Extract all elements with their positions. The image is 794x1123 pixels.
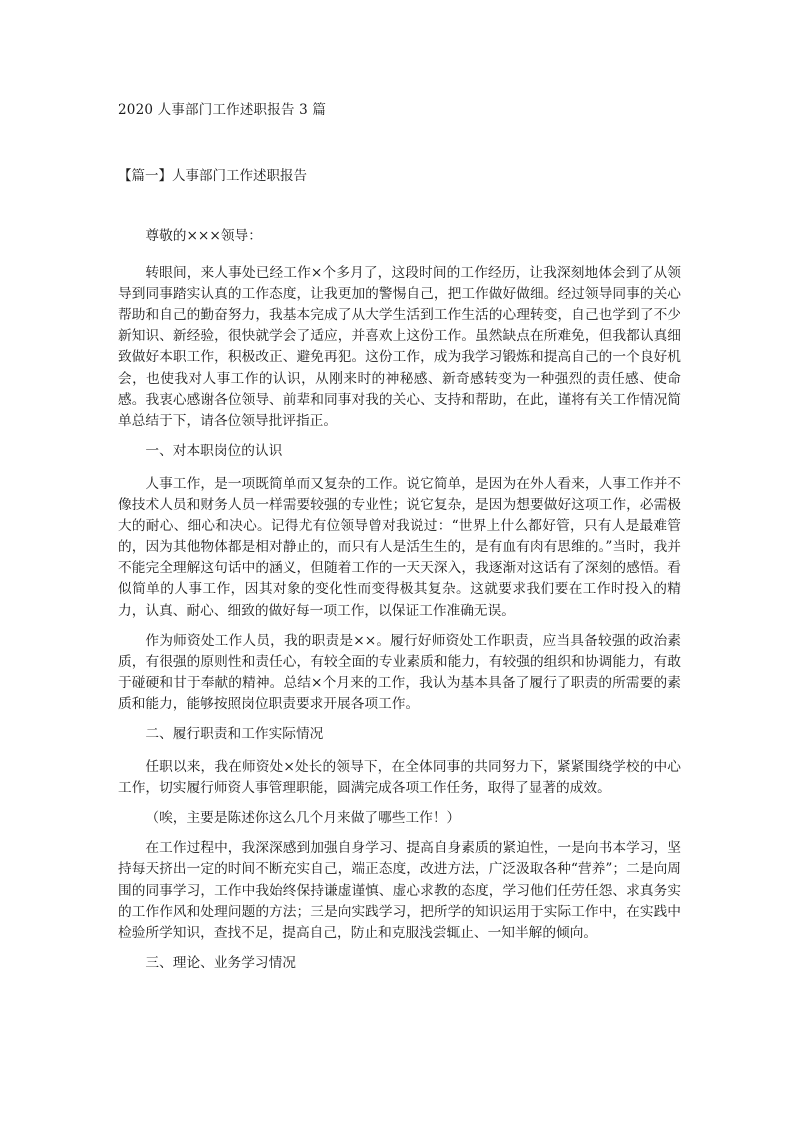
- paragraph-note: （唉，主要是陈述你这么几个月来做了哪些工作！）: [145, 810, 461, 827]
- heading-2: 二、履行职责和工作实际情况: [145, 725, 324, 742]
- heading-1: 一、对本职岗位的认识: [145, 442, 283, 459]
- paragraph-role-understanding: 人事工作，是一项既简单而又复杂的工作。说它简单，是因为在外人看来，人事工作并不像技术人员和财务人员一样需要较强的专业性；说它复杂，是因为想要做好这项工作，必需极大的耐心、细心和决心。记得尤有位领导曾对我说过：“世界上什么都好管，只有人是最难管的，因为其他物体都是相对静止的，而只有人是活生生的，是有血有肉有思维的。”当时，我并不能完全理解这句话中的涵义，但随着工作的一天天深入，我逐渐对这话有了深刻的感悟。看似简单的人事工作，因其对象的变化性而变得极其复杂。这就要求我们要在工作时投入的精力，认真、耐心、细致的做好每一项工作，以保证工作准确无误。: [118, 475, 681, 619]
- heading-3: 三、理论、业务学习情况: [145, 954, 296, 971]
- document-title: 2020 人事部门工作述职报告 3 篇: [118, 102, 327, 118]
- paragraph-work-situation: 任职以来，我在师资处×处长的领导下，在全体同事的共同努力下，紧紧围绕学校的中心工作，切实履行师资人事管理职能，圆满完成各项工作任务，取得了显著的成效。: [118, 759, 681, 797]
- section-title: 【篇一】人事部门工作述职报告: [118, 168, 307, 184]
- paragraph-intro: 转眼间，来人事处已经工作×个多月了，这段时间的工作经历，让我深刻地体会到了从领导到同事踏实认真的工作态度，让我更加的警惕自己，把工作做好做细。经过领导同事的关心帮助和自己的勤奋努力，我基本完成了从大学生活到工作生活的心理转变，自己也学到了不少新知识、新经验，很快就学会了适应，并喜欢上这份工作。虽然缺点在所难免，但我都认真细致做好本职工作，积极改正、避免再犯。这份工作，成为我学习锻炼和提高自己的一个良好机会，也使我对人事工作的认识，从刚来时的神秘感、新奇感转变为一种强烈的责任感、使命感。我衷心感谢各位领导、前辈和同事对我的关心、支持和帮助，在此，谨将有关工作情况简单总结于下，请各位领导批评指正。: [118, 265, 681, 429]
- salutation: 尊敬的×××领导：: [145, 228, 262, 244]
- document-body: [118, 226, 681, 986]
- paragraph-learning: 在工作过程中，我深深感到加强自身学习、提高自身素质的紧迫性，一是向书本学习，坚持每天挤出一定的时间不断充实自己，端正态度，改进方法，广泛汲取各种“营养”；二是向周围的同事学习，工作中我始终保持谦虚谨慎、虚心求教的态度，学习他们任劳任怨、求真务实的工作作风和处理问题的方法；三是向实践学习，把所学的知识运用于实际工作中，在实践中检验所学知识，查找不足，提高自己，防止和克服浅尝辄止、一知半解的倾向。: [118, 840, 681, 941]
- paragraph-duties: 作为师资处工作人员，我的职责是××。履行好师资处工作职责，应当具备较强的政治素质，有很强的原则性和责任心，有较全面的专业素质和能力，有较强的组织和协调能力，有敢于碰硬和甘于奉献的精神。总结×个月来的工作，我认为基本具备了履行了职责的所需要的素质和能力，能够按照岗位职责要求开展各项工作。: [118, 632, 681, 712]
